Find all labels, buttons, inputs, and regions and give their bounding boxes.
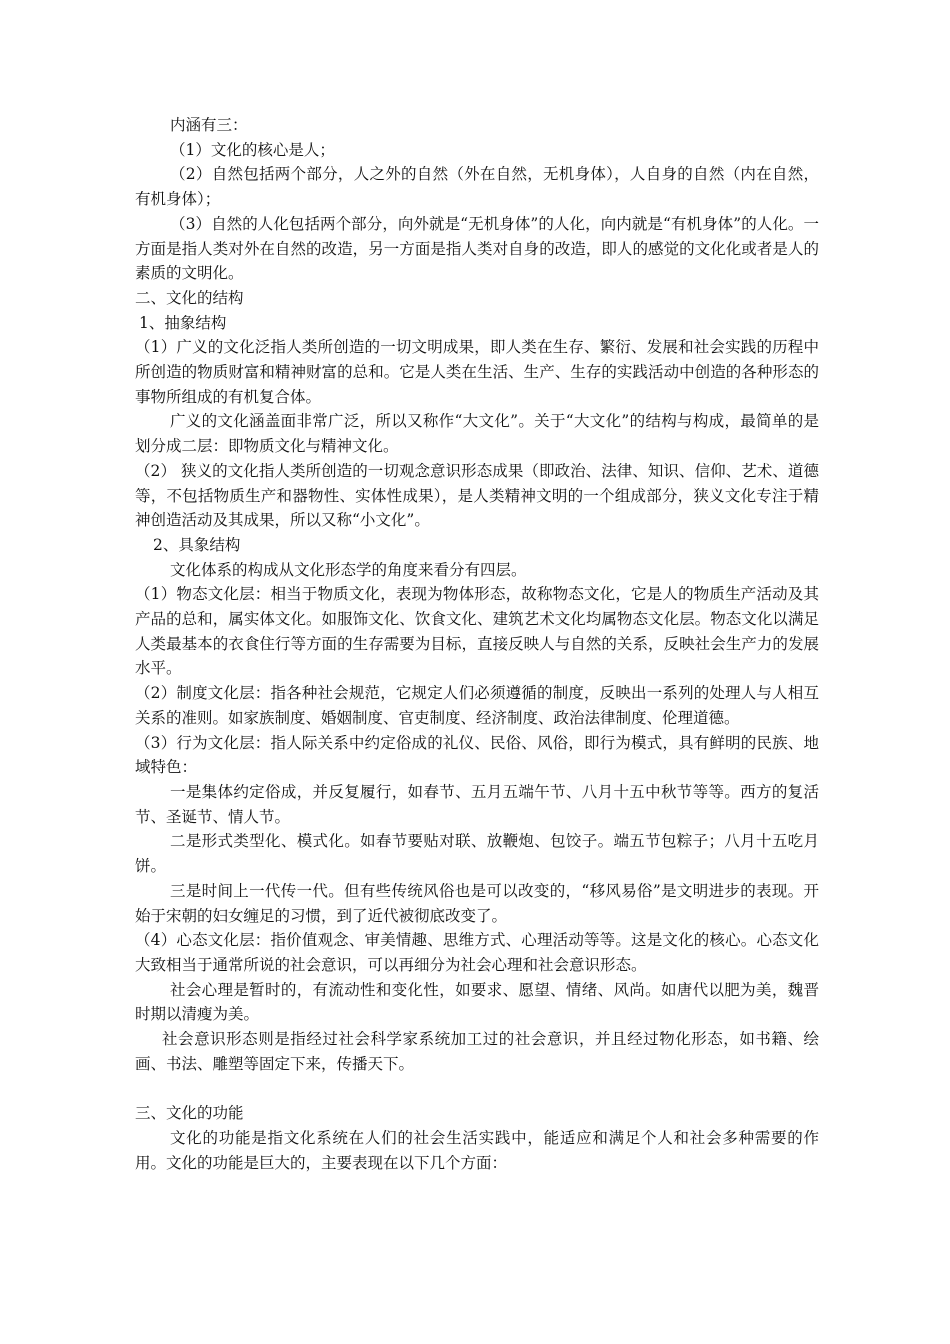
paragraph-behavior-point-3: 三是时间上一代传一代。但有些传统风俗也是可以改变的，“移风易俗”是文明进步的表现。开始于宋朝的妇女缠足的习惯，到了近代被彻底改变了。 (135, 881, 819, 925)
paragraph-mentality-layer: （4）心态文化层：指价值观念、审美情趣、思维方式、心理活动等等。这是文化的核心。心态文化大致相当于通常所说的社会意识，可以再细分为社会心理和社会意识形态。 (135, 931, 819, 974)
paragraph-behavior-point-2: 二是形式类型化、模式化。如春节要贴对联、放鞭炮、包饺子。端五节包粽子；八月十五吃月饼。 (135, 832, 819, 876)
paragraph-social-ideology: 社会意识形态则是指经过社会科学家系统加工过的社会意识，并且经过物化形态，如书籍、绘画、书法、雕塑等固定下来，传播天下。 (135, 1030, 819, 1073)
paragraph-intro: 内涵有三： (170, 116, 248, 134)
document-body (135, 113, 819, 1175)
section-heading-structure: 二、文化的结构 (135, 288, 244, 307)
paragraph-function-intro: 文化的功能是指文化系统在人们的社会生活实践中，能适应和满足个人和社会多种需要的作用。文化的功能是巨大的，主要表现在以下几个方面： (135, 1128, 819, 1172)
paragraph-big-culture: 广义的文化涵盖面非常广泛，所以又称作“大文化”。关于“大文化”的结构与构成，最简单的是划分成二层：即物质文化与精神文化。 (135, 412, 819, 456)
subheading-abstract-structure: 1、抽象结构 (139, 313, 227, 332)
subheading-concrete-structure: 2、具象结构 (153, 535, 241, 554)
paragraph-item-2: （2）自然包括两个部分，人之外的自然（外在自然，无机身体），人自身的自然（内在自然，有机身体）； (135, 165, 819, 209)
paragraph-narrow-culture: （2） 狭义的文化指人类所创造的一切观念意识形态成果（即政治、法律、知识、信仰、艺术、道德等，不包括物质生产和器物性、实体性成果），是人类精神文明的一个组成部分，狭义文化专注于精神创造活动及其成果，所以又称“小文化”。 (135, 461, 819, 530)
section-heading-function: 三、文化的功能 (135, 1104, 244, 1123)
paragraph-broad-culture: （1）广义的文化泛指人类所创造的一切文明成果，即人类在生存、繁衍、发展和社会实践的历程中所创造的物质财富和精神财富的总和。它是人类在生活、生产、生存的实践活动中创造的各种形态的事物所组成的有机复合体。 (135, 338, 819, 406)
paragraph-behavior-layer: （3）行为文化层：指人际关系中约定俗成的礼仪、民俗、风俗，即行为模式，具有鲜明的民族、地域特色： (135, 733, 819, 777)
paragraph-social-psychology: 社会心理是暂时的，有流动性和变化性，如要求、愿望、情绪、风尚。如唐代以肥为美，魏晋时期以清瘦为美。 (135, 980, 819, 1024)
paragraph-material-layer: （1）物态文化层：相当于物质文化，表现为物体形态，故称物态文化，它是人的物质生产活动及其产品的总和，属实体文化。如服饰文化、饮食文化、建筑艺术文化均属物态文化层。物态文化以满足人类最基本的衣食住行等方面的生存需要为目标，直接反映人与自然的关系，反映社会生产力的发展水平。 (135, 585, 819, 678)
paragraph-four-layers: 文化体系的构成从文化形态学的角度来看分有四层。 (170, 560, 527, 579)
paragraph-item-1: （1）文化的核心是人； (170, 140, 335, 159)
paragraph-behavior-point-1: 一是集体约定俗成，并反复履行，如春节、五月五端午节、八月十五中秋节等等。西方的复活节、圣诞节、情人节。 (135, 782, 819, 826)
blank-line (135, 1076, 819, 1101)
paragraph-item-3: （3）自然的人化包括两个部分，向外就是“无机身体”的人化，向内就是“有机身体”的人化。一方面是指人类对外在自然的改造，另一方面是指人类对自身的改造，即人的感觉的文化化或者是人的素质的文明化。 (135, 214, 819, 283)
paragraph-institution-layer: （2）制度文化层：指各种社会规范，它规定人们必须遵循的制度，反映出一系列的处理人与人相互关系的准则。如家族制度、婚姻制度、官吏制度、经济制度、政治法律制度、伦理道德。 (135, 684, 819, 727)
